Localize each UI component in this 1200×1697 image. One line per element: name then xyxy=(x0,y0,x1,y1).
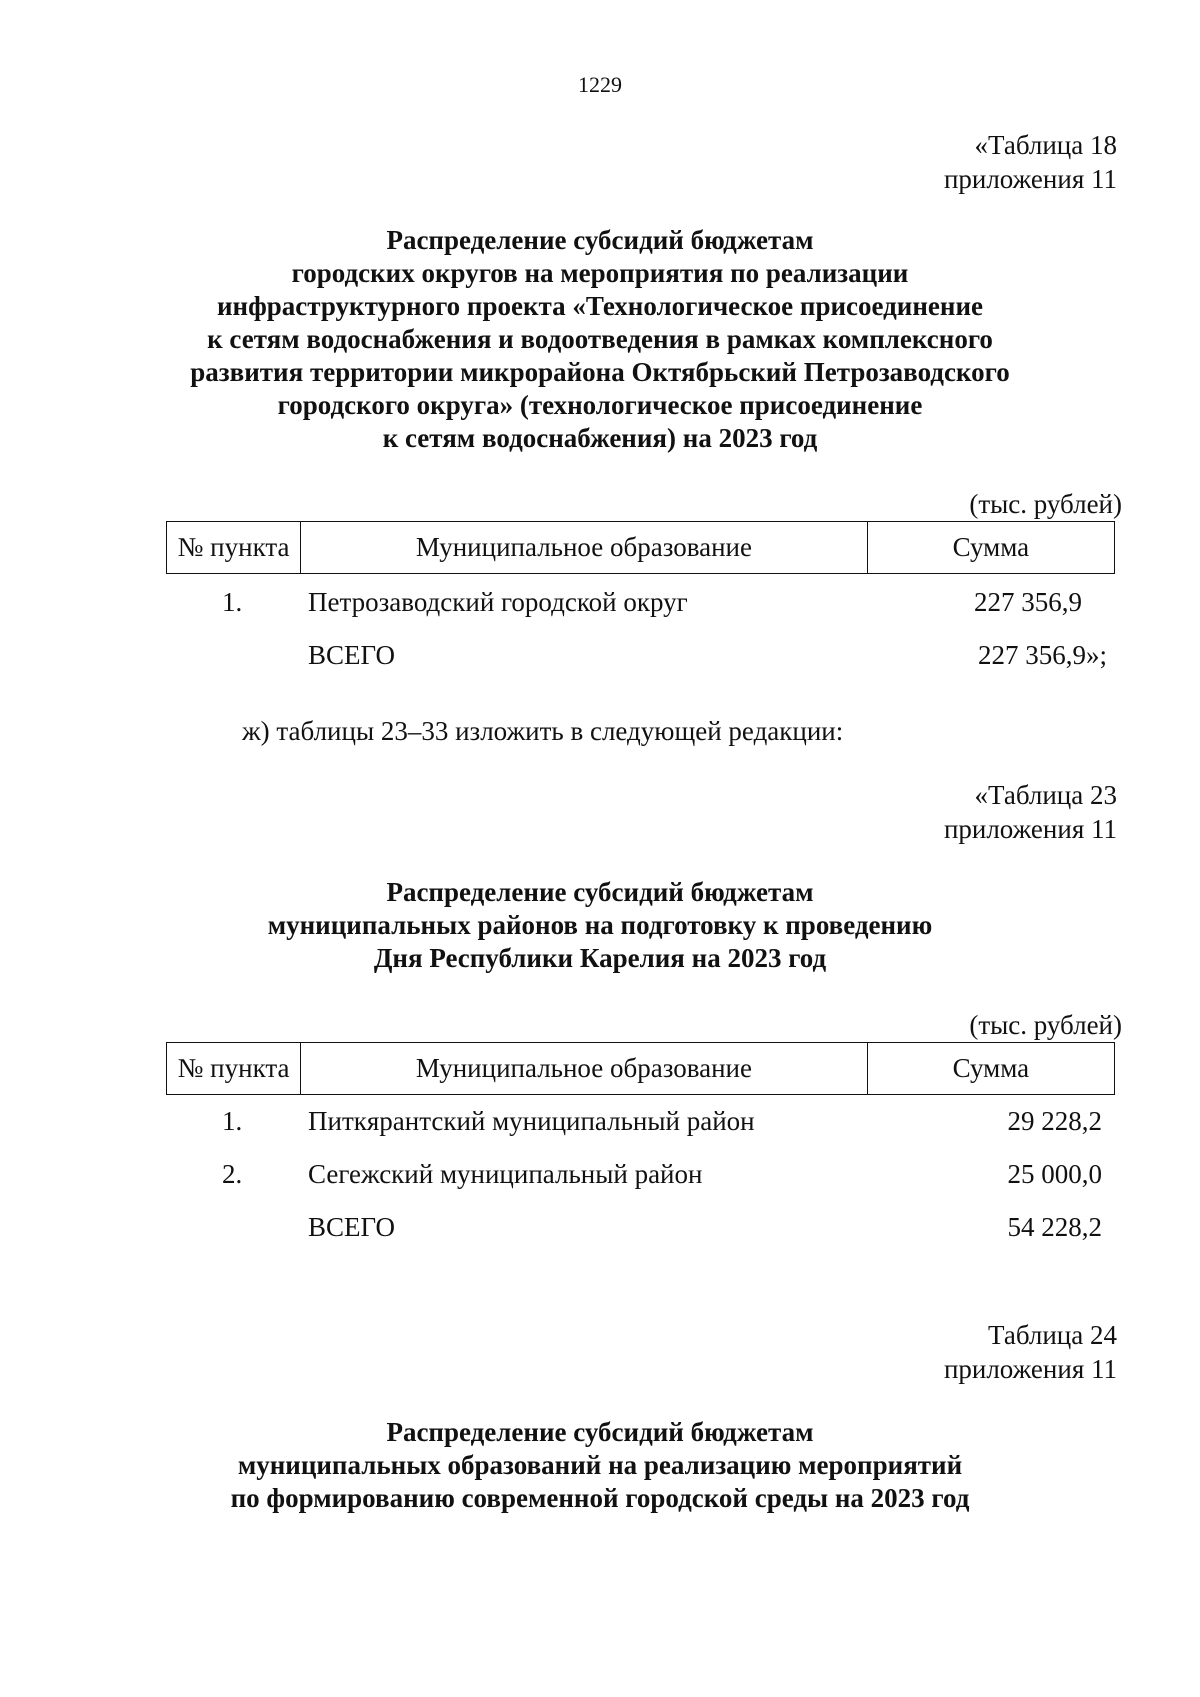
title-line: Дня Республики Карелия на 2023 год xyxy=(373,943,827,973)
table23-header xyxy=(166,1042,1115,1095)
table24-ref-line2: приложения 11 xyxy=(943,1354,1117,1384)
header-municipality: Муниципальное образование xyxy=(301,1043,868,1095)
title-line: инфраструктурного проекта «Технологическое присоединение xyxy=(216,291,984,321)
header-amount: Сумма xyxy=(867,1043,1114,1095)
title-line: Распределение субсидий бюджетам xyxy=(386,1417,814,1447)
total-amount: 227 356,9»; xyxy=(977,640,1107,670)
row-number: 1. xyxy=(222,587,243,617)
table18-ref-line2: приложения 11 xyxy=(943,164,1117,194)
table24-ref-line1: Таблица 24 xyxy=(988,1320,1117,1350)
table23-title xyxy=(0,876,1200,975)
table23-reference xyxy=(944,778,1117,846)
table18-units: (тыс. рублей) xyxy=(969,489,1122,519)
total-amount: 54 228,2 xyxy=(1007,1212,1102,1242)
header-municipality: Муниципальное образование xyxy=(301,522,868,574)
amendment-instruction: ж) таблицы 23–33 изложить в следующей редакции: xyxy=(242,716,844,746)
table23-ref-line1: «Таблица 23 xyxy=(974,780,1117,810)
row-amount: 25 000,0 xyxy=(1007,1159,1102,1189)
header-item-number: № пункта xyxy=(167,522,301,574)
table18-title xyxy=(0,224,1200,455)
title-line: муниципальных районов на подготовку к проведению xyxy=(267,910,933,940)
table-row xyxy=(0,1106,1200,1140)
row-municipality: Питкярантский муниципальный район xyxy=(308,1106,755,1136)
title-line: по формированию современной городской среды на 2023 год xyxy=(230,1483,970,1513)
title-line: городских округов на мероприятия по реализации xyxy=(291,258,909,288)
header-amount: Сумма xyxy=(867,522,1114,574)
table24-title xyxy=(0,1416,1200,1515)
title-line: Распределение субсидий бюджетам xyxy=(386,225,814,255)
table23-units: (тыс. рублей) xyxy=(969,1010,1122,1040)
row-amount: 29 228,2 xyxy=(1007,1106,1102,1136)
row-number: 1. xyxy=(222,1106,243,1136)
title-line: к сетям водоснабжения) на 2023 год xyxy=(382,423,818,453)
row-number: 2. xyxy=(222,1159,243,1189)
table23-ref-line2: приложения 11 xyxy=(943,814,1117,844)
table18-header xyxy=(166,521,1115,574)
title-line: развития территории микрорайона Октябрьский Петрозаводского xyxy=(190,357,1010,387)
page-number: 1229 xyxy=(578,72,622,97)
table18-reference xyxy=(944,128,1117,196)
table-row xyxy=(0,1159,1200,1193)
row-amount: 227 356,9 xyxy=(974,587,1082,617)
title-line: к сетям водоснабжения и водоотведения в рамках комплексного xyxy=(207,324,993,354)
table-total-row xyxy=(0,640,1200,674)
row-municipality: Петрозаводский городской округ xyxy=(308,587,688,617)
title-line: городского округа» (технологическое присоединение xyxy=(277,390,923,420)
row-municipality: Сегежский муниципальный район xyxy=(308,1159,703,1189)
table24-reference xyxy=(944,1318,1117,1386)
title-line: муниципальных образований на реализацию мероприятий xyxy=(237,1450,963,1480)
header-item-number: № пункта xyxy=(167,1043,301,1095)
table-total-row xyxy=(0,1212,1200,1246)
table18-ref-line1: «Таблица 18 xyxy=(974,130,1117,160)
total-label: ВСЕГО xyxy=(308,640,395,670)
title-line: Распределение субсидий бюджетам xyxy=(386,877,814,907)
table-row xyxy=(0,587,1200,621)
total-label: ВСЕГО xyxy=(308,1212,395,1242)
